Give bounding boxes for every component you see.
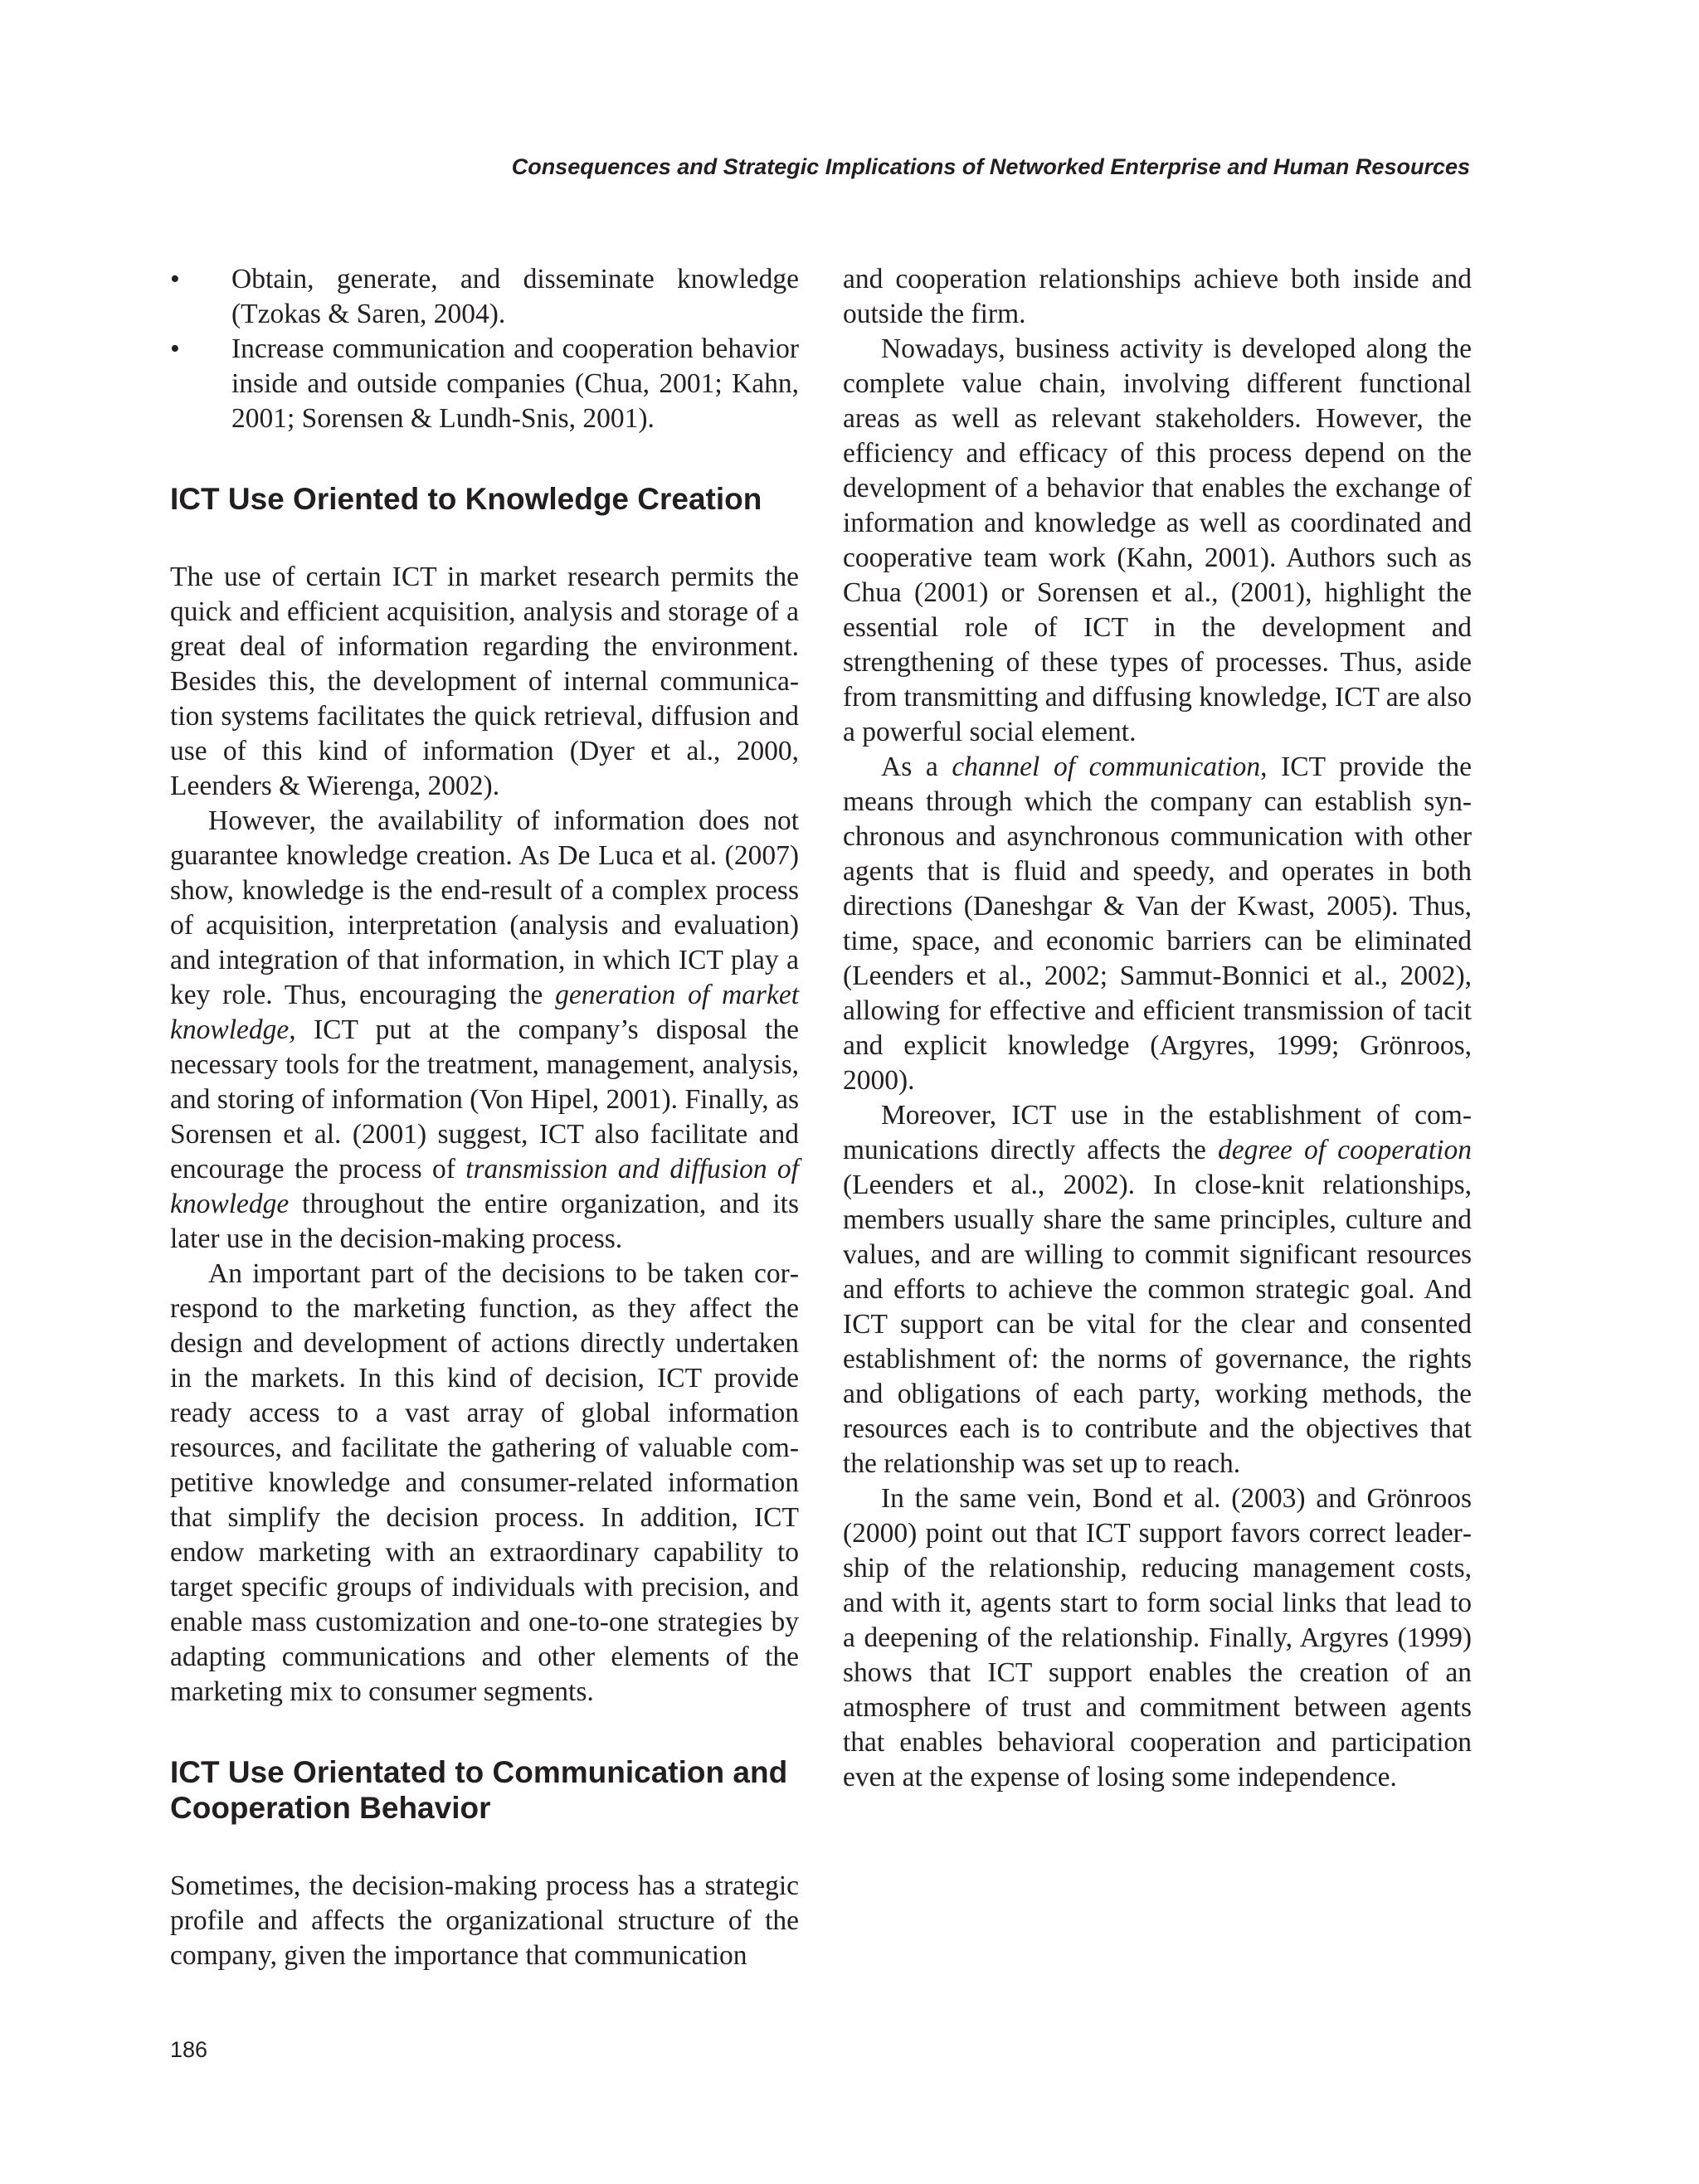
paragraph: [843, 750, 1472, 1098]
emphasis-text: generation of market knowledge,: [170, 980, 799, 1045]
paragraph: The use of certain ICT in market research permits the quick and efficient acquisition, analysis and storage of a great deal of information regarding the environment. Besides this, the development of internal communication systems facilitates the quick retrieval, diffusion and use of this kind of information (Dyer et al., 2000, Leenders & Wierenga, 2002).: [170, 562, 799, 801]
paragraph: An important part of the decisions to be taken correspond to the marketing function, as they affect the design and development of actions directly undertaken in the markets. In this kind of decision, ICT provide ready access to a vast array of global information resources, and facilitate the gathering of valuable competitive knowledge and consumer-related information that simplify the decision process. In addition, ICT endow marketing with an extraordinary capability to target specific groups of individuals with precision, and enable mass customization and one-to-one strategies by adapting communications and other elements of the marketing mix to consumer segments.: [170, 1258, 799, 1707]
running-head: Consequences and Strategic Implications of Networked Enterprise and Human Resources: [511, 154, 1470, 179]
paragraph: Sometimes, the decision-making process has a strategic profile and affects the organizational structure of the company, given the importance that communication: [170, 1870, 799, 1971]
bullet-list: [170, 262, 799, 436]
emphasis-text: transmission and diffusion of knowledge: [170, 1154, 799, 1219]
bullet-icon: •: [170, 264, 180, 294]
bullet-text-2: Increase communication and cooperation behavior inside and outside companies (Chua, 2001; Kahn, 2001; Sorensen & Lundh-Snis, 2001).: [231, 333, 799, 434]
bullet-icon: •: [170, 333, 180, 364]
text-run: throughout the entire organization, and its later use in the decision-making process.: [170, 1189, 799, 1254]
text-run: ICT put at the company’s disposal the necessary tools for the treatment, management, analysis, and storing of information (Von Hipel, 2001). Finally, as Sorensen et al. (2001) suggest, ICT also facilitate and encourage the process of: [170, 1014, 799, 1184]
text-run: , ICT provide the means through which the company can establish synchronous and asynchronous communication with other agents that is fluid and speedy, and operates in both directions (Daneshgar & Van der Kwast, 2005). Thus, time, space, and economic barriers can be eliminated (Leenders et al., 2002; Sammut-Bonnici et al., 2002), allowing for effective and efficient transmission of tacit and explicit knowledge (Argyres, 1999; Grönroos, 2000).: [843, 752, 1472, 1096]
paragraph: [170, 804, 799, 1257]
text-run: As a: [881, 752, 952, 782]
page-number: 186: [170, 2037, 208, 2062]
bullet-text-1: Obtain, generate, and disseminate knowledge (Tzokas & Saren, 2004).: [231, 264, 799, 329]
emphasis-text: channel of communication: [952, 752, 1261, 782]
text-run: However, the availability of information does not guarantee knowledge creation. As De Luca et al. (2007) show, knowledge is the end-result of a complex process of acquisition, interpretation (analysis and evaluation) and integration of that information, in which ICT play a key role. Thus, encouraging the: [170, 805, 799, 1010]
text-run: Moreover, ICT use in the establishment of communications directly affects the: [843, 1100, 1472, 1165]
section-heading-communication-cooperation: ICT Use Orientated to Communication and Cooperation Behavior: [170, 1755, 788, 1825]
right-column: [843, 262, 1472, 1795]
left-column: [170, 262, 799, 1973]
emphasis-text: degree of cooperation: [1217, 1135, 1472, 1165]
text-run: (Leenders et al., 2002). In close-knit relationships, members usually share the same principles, culture and values, and are willing to commit significant resources and efforts to achieve the common strategic goal. And ICT support can be vital for the clear and consented establishment of: the norms of governance, the rights and obligations of each party, working methods, the resources each is to contribute and the objectives that the relationship was set up to reach.: [843, 1170, 1472, 1479]
bullet-item-1: [170, 262, 799, 332]
paragraph-continued: and cooperation relationships achieve both inside and outside the firm.: [843, 264, 1472, 329]
paragraph: [843, 1098, 1472, 1481]
bullet-item-2: [170, 332, 799, 436]
paragraph: In the same vein, Bond et al. (2003) and Grönroos (2000) point out that ICT support favors correct leadership of the relationship, reducing management costs, and with it, agents start to form social links that lead to a deepening of the relationship. Finally, Argyres (1999) shows that ICT support enables the creation of an atmosphere of trust and commitment between agents that enables behavioral cooperation and participation even at the expense of losing some independence.: [843, 1483, 1472, 1792]
section-heading-knowledge-creation: ICT Use Oriented to Knowledge Creation: [170, 482, 762, 516]
paragraph: Nowadays, business activity is developed along the complete value chain, involving different functional areas as well as relevant stakeholders. However, the efficiency and efficacy of this process depend on the development of a behavior that enables the exchange of information and knowledge as well as coordinated and cooperative team work (Kahn, 2001). Authors such as Chua (2001) or Sorensen et al., (2001), highlight the essential role of ICT in the development and strengthening of these types of processes. Thus, aside from transmitting and diffusing knowledge, ICT are also a powerful social element.: [843, 333, 1472, 747]
